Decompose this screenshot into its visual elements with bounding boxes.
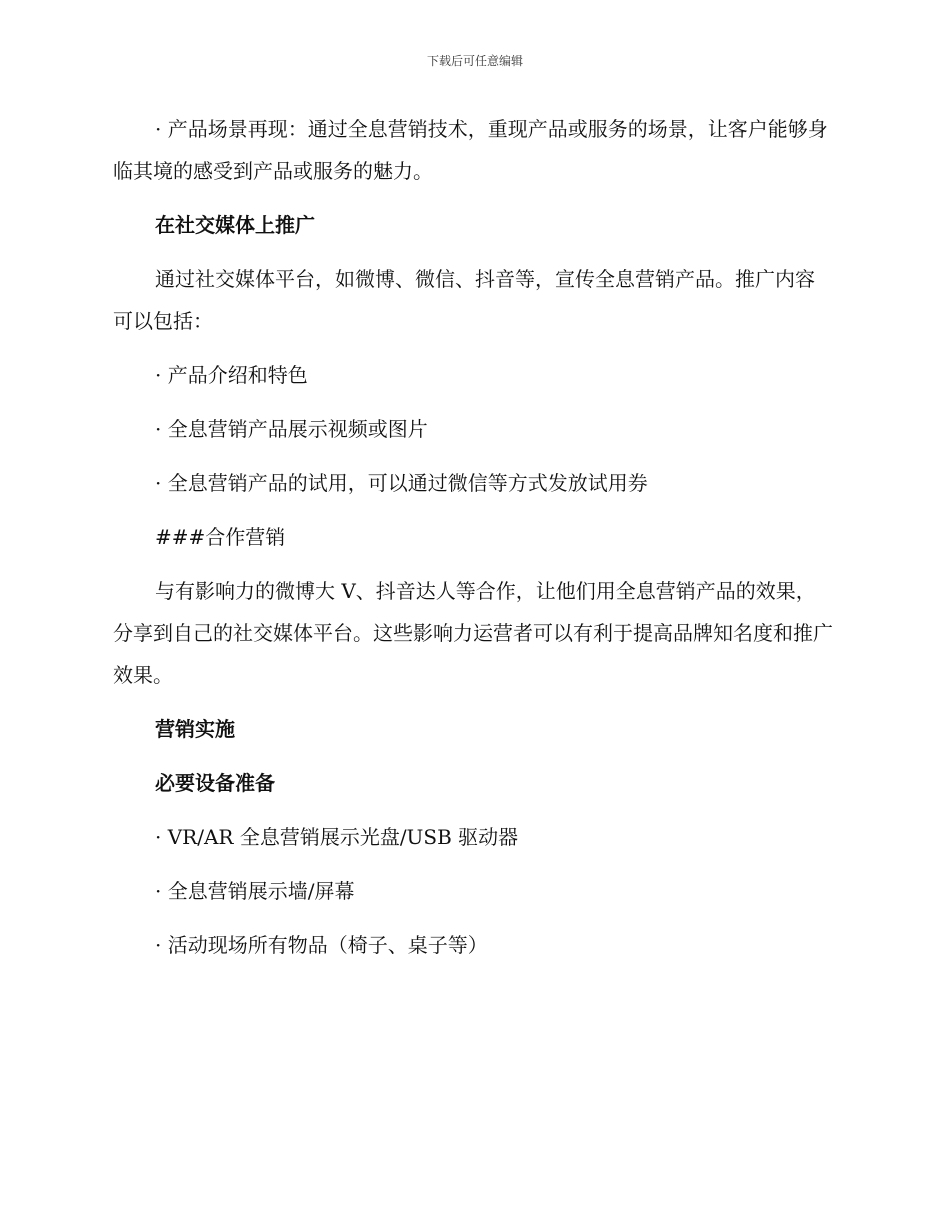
bullet-event-items: · 活动现场所有物品（椅子、桌子等） — [155, 933, 488, 957]
bullet-trial: · 全息营销产品的试用，可以通过微信等方式发放试用券 — [155, 471, 648, 495]
page-header: 下载后可任意编辑 — [426, 54, 523, 68]
paragraph-product-scene: · 产品场景再现：通过全息营销技术，重现产品或服务的场景，让客户能够身临其境的感受到产品或服务的魅力。 — [113, 117, 828, 183]
paragraph-cooperation: 与有影响力的微博大 V、抖音达人等合作，让他们用全息营销产品的效果，分享到自己的社交媒体平台。这些影响力运营者可以有利于提高品牌知名度和推广效果。 — [113, 579, 833, 687]
bullet-vr-ar-disc: · VR/AR 全息营销展示光盘/USB 驱动器 — [155, 825, 519, 849]
heading-cooperation-marketing: ###合作营销 — [155, 525, 286, 549]
heading-equipment-preparation: 必要设备准备 — [155, 771, 275, 795]
paragraph-social-media: 通过社交媒体平台，如微博、微信、抖音等，宣传全息营销产品。推广内容可以包括： — [113, 267, 815, 333]
heading-marketing-implementation: 营销实施 — [155, 717, 235, 741]
document-body — [113, 108, 833, 978]
bullet-video-images: · 全息营销产品展示视频或图片 — [155, 417, 428, 441]
bullet-display-wall: · 全息营销展示墙/屏幕 — [155, 879, 355, 903]
heading-social-media: 在社交媒体上推广 — [155, 213, 315, 237]
bullet-product-intro: · 产品介绍和特色 — [155, 363, 308, 387]
